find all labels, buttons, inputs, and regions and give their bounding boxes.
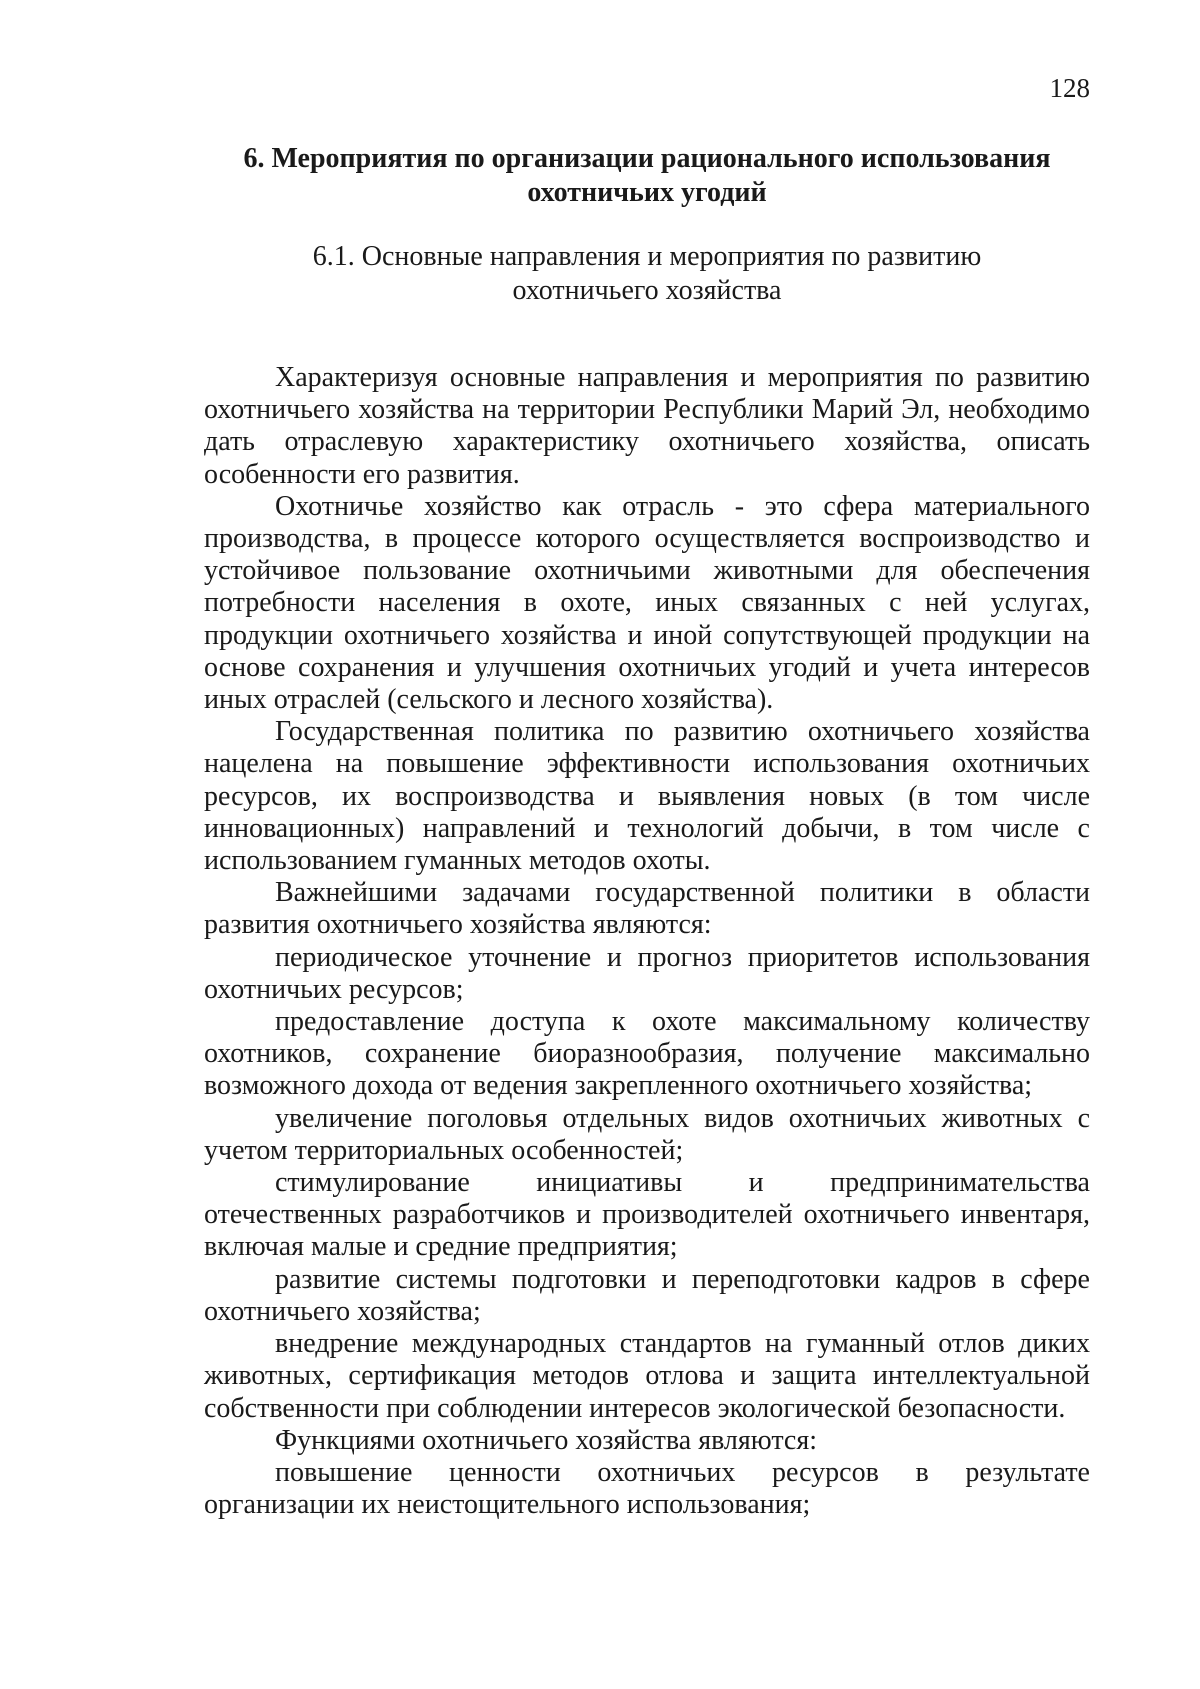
paragraph-definition: Охотничье хозяйство как отрасль - это сфера материального производства, в процессе которого осуществляется воспроизводство и устойчивое пользование охотничьими животными для обеспечения потребности населения в охоте, иных связанных с ней услугах, продукции охотничьего хозяйства и иной сопутствующей продукции на основе сохранения и улучшения охотничьих угодий и учета интересов иных отраслей (сельского и лесного хозяйства).: [204, 490, 1090, 716]
body-text: [204, 362, 1090, 1521]
list-item-function: повышение ценности охотничьих ресурсов в результате организации их неистощительного использования;: [204, 1456, 1090, 1521]
section-title-line: 6. Мероприятия по организации рационального использования: [243, 143, 1051, 174]
list-item-task: периодическое уточнение и прогноз приоритетов использования охотничьих ресурсов;: [204, 941, 1090, 1005]
section-title: [204, 142, 1090, 210]
paragraph-state-policy: Государственная политика по развитию охотничьего хозяйства нацелена на повышение эффективности использования охотничьих ресурсов, их воспроизводства и выявления новых (в том числе инновационных) направлений и технологий добычи, в том числе с использованием гуманных методов охоты.: [204, 716, 1090, 877]
page-content: [204, 142, 1090, 1521]
list-item-task: развитие системы подготовки и переподготовки кадров в сфере охотничьего хозяйства;: [204, 1263, 1090, 1327]
subsection-title-line: 6.1. Основные направления и мероприятия по развитию: [312, 241, 982, 272]
page-number: 128: [1049, 73, 1090, 103]
list-item-task: предоставление доступа к охоте максимальному количеству охотников, сохранение биоразнообразия, получение максимально возможного дохода от ведения закрепленного охотничьего хозяйства;: [204, 1006, 1090, 1102]
list-item-task: увеличение поголовья отдельных видов охотничьих животных с учетом территориальных особенностей;: [204, 1102, 1090, 1166]
list-item-task: стимулирование инициативы и предпринимательства отечественных разработчиков и производителей охотничьего инвентаря, включая малые и средние предприятия;: [204, 1167, 1090, 1263]
paragraph-intro: Характеризуя основные направления и мероприятия по развитию охотничьего хозяйства на территории Республики Марий Эл, необходимо дать отраслевую характеристику охотничьего хозяйства, описать особенности его развития.: [204, 362, 1090, 490]
paragraph-tasks-intro: Важнейшими задачами государственной политики в области развития охотничьего хозяйства являются:: [204, 877, 1090, 941]
paragraph-functions-intro: Функциями охотничьего хозяйства являются:: [275, 1424, 817, 1456]
section-title-line: охотничьих угодий: [527, 177, 767, 208]
subsection-title: [204, 240, 1090, 308]
list-item-task: внедрение международных стандартов на гуманный отлов диких животных, сертификация методов отлова и защита интеллектуальной собственности при соблюдении интересов экологической безопасности.: [204, 1328, 1090, 1424]
subsection-title-line: охотничьего хозяйства: [512, 275, 782, 306]
